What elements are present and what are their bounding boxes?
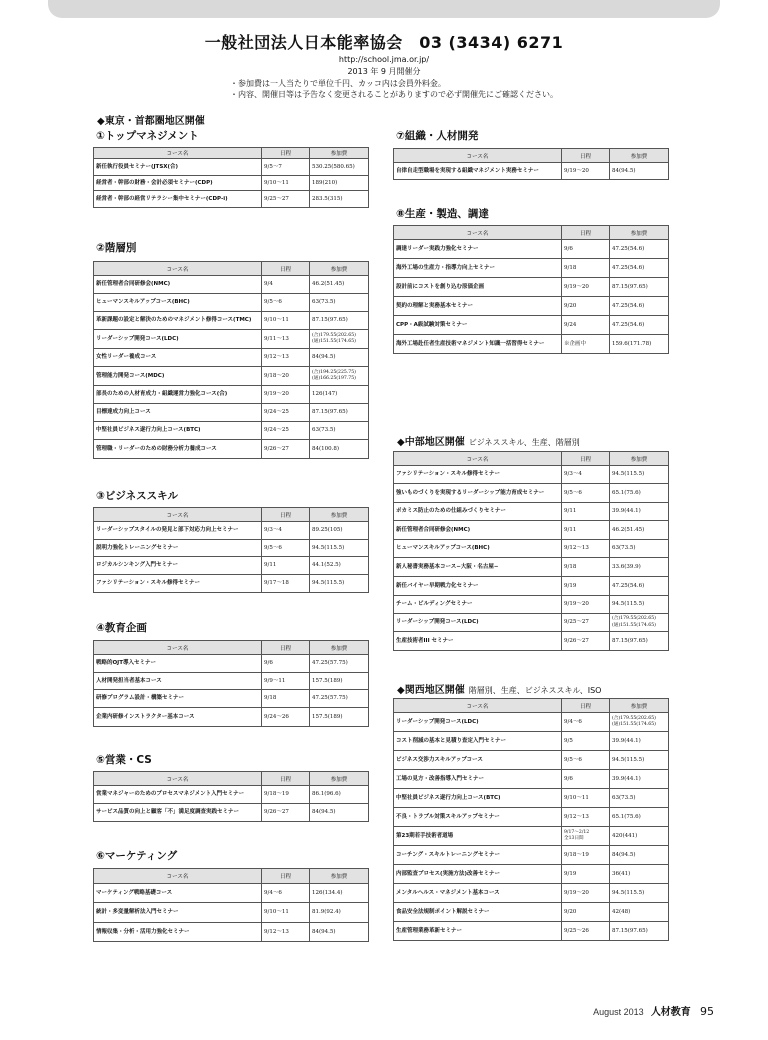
course-fee: 39.9(44.1) [610,770,669,789]
table-header-row [94,262,369,276]
region-subtitle: ビジネススキル、生産、階層別 [468,438,580,447]
course-date: 9/4 [262,276,310,294]
col-name-header: コース名 [394,226,562,240]
section-title-top: ①トップマネジメント [96,130,199,142]
col-date-header: 日程 [562,699,610,713]
table-row [394,922,669,941]
course-table-edu [93,640,369,727]
course-fee: 84(94.5) [310,923,369,942]
course-fee: 87.15(97.65) [310,312,369,330]
course-name: 不良・トラブル対策スキルアップセミナー [394,808,562,827]
course-fee: 126(134.4) [310,884,369,903]
course-date: 9/11 [562,521,610,540]
course-date: 9/12〜13 [562,540,610,558]
table-row [394,521,669,540]
course-name: 企業内研修インストラクター基本コース [94,708,262,727]
col-date-header: 日程 [562,452,610,466]
table-row [94,349,369,367]
course-name: 戦略的OJT導入セミナー [94,655,262,673]
course-fee: 63(73.5) [310,294,369,312]
table-header-row [94,869,369,884]
course-name: 強いものづくりを実現するリーダーシップ能力育成セミナー [394,484,562,503]
course-date: 9/18〜19 [262,786,310,804]
table-header-row [394,699,669,713]
col-fee-header: 参加費 [310,262,369,276]
course-date: 9/10〜11 [262,903,310,923]
course-date: 9/25〜26 [562,922,610,941]
course-name: リーダーシップスタイルの発見と部下対応力向上セミナー [94,522,262,540]
course-table-chubu [393,451,669,651]
course-date: 9/17〜2/12 全13日間 [562,827,610,846]
table-row [394,335,669,354]
course-name: CPP・A級試験対策セミナー [394,316,562,335]
col-fee-header: 参加費 [310,772,369,786]
course-date: 9/24 [562,316,610,335]
course-name: 自律自走型職場を実現する組織マネジメント実務セミナー [394,163,562,180]
col-name-header: コース名 [94,262,262,276]
course-date: 9/12〜13 [562,808,610,827]
course-date: 9/10〜11 [562,789,610,808]
course-name: 調達リーダー実践力強化セミナー [394,240,562,259]
course-name: 生産技術者III セミナー [394,632,562,651]
table-row [394,865,669,884]
col-date-header: 日程 [262,262,310,276]
course-name: 契約の理解と実務基本セミナー [394,297,562,316]
table-header-row [394,226,669,240]
course-date: 9/6 [562,770,610,789]
table-row [394,614,669,632]
col-date-header: 日程 [262,148,310,159]
course-date: 9/10〜11 [262,176,310,191]
table-row [94,404,369,422]
course-fee: 46.2(51.45) [310,276,369,294]
table-row [94,884,369,903]
course-fee: 94.5(115.5) [310,575,369,593]
course-fee: 87.15(97.65) [310,404,369,422]
course-date: 9/26〜27 [262,440,310,459]
course-fee: 94.5(115.5) [610,466,669,484]
course-fee: 81.9(92.4) [310,903,369,923]
course-name: マーケティング戦略基礎コース [94,884,262,903]
course-fee: 84(94.5) [310,349,369,367]
org-url[interactable]: http://school.jma.or.jp/ [338,55,430,64]
table-header-row [94,772,369,786]
course-name: 新任バイヤー早期戦力化セミナー [394,577,562,596]
course-name: メンタルヘルス・マネジメント基本コース [394,884,562,903]
course-name: ビジネス交渉力スキルアップコース [394,751,562,770]
course-date: 9/6 [262,655,310,673]
col-name-header: コース名 [394,149,562,163]
course-name: 研修プログラム設計・構築セミナー [94,690,262,708]
table-row [94,330,369,349]
course-date: 9/24〜26 [262,708,310,727]
course-name: 新人秘書実務基本コース−大阪・名古屋− [394,558,562,577]
course-fee: 84(100.8) [310,440,369,459]
table-row [394,713,669,732]
table-row [94,655,369,673]
course-fee: 65.1(75.6) [610,484,669,503]
col-fee-header: 参加費 [310,869,369,884]
table-row [394,540,669,558]
course-fee: (合)179.55(202.65) (通)151.55(174.65) [610,713,669,732]
course-fee: 94.5(115.5) [610,884,669,903]
course-fee: 157.5(189) [310,673,369,690]
course-date: 9/5〜6 [262,294,310,312]
region-tokyo [97,112,205,127]
course-date: 9/11 [562,503,610,521]
table-row [94,690,369,708]
col-fee-header: 参加費 [310,641,369,655]
table-row [94,557,369,575]
course-name: 目標達成力向上コース [94,404,262,422]
table-row [94,804,369,822]
table-row [394,577,669,596]
course-name: 経営者・幹部の財務・会計必須セミナー(CDP) [94,176,262,191]
table-header-row [94,641,369,655]
course-date: 9/26〜27 [562,632,610,651]
course-table-kansai [393,698,669,941]
course-fee: 189(210) [310,176,369,191]
table-header-row [94,508,369,522]
course-fee: 157.5(189) [310,708,369,727]
course-date: 9/18 [562,558,610,577]
course-fee: 530.25(580.65) [310,159,369,176]
course-name: 中堅社員ビジネス遂行力向上コース(BTC) [94,422,262,440]
course-fee: 63(73.5) [610,789,669,808]
course-fee: 89.25(105) [310,522,369,540]
col-date-header: 日程 [562,149,610,163]
course-fee: 94.5(115.5) [610,596,669,614]
table-row [394,808,669,827]
footer-month: August 2013 [593,1007,644,1017]
table-row [394,240,669,259]
table-row [394,259,669,278]
table-row [394,770,669,789]
course-fee: 47.25(54.6) [610,316,669,335]
col-name-header: コース名 [94,508,262,522]
course-date: 9/12〜13 [262,349,310,367]
section-title-org: ⑦組織・人材開発 [396,130,479,142]
course-fee: 47.25(57.75) [310,655,369,673]
course-date: 9/5〜7 [262,159,310,176]
page-footer [593,1003,714,1018]
period: 2013 年 9 月開催分 [347,67,421,76]
org-name: 一般社団法人日本能率協会 03 (3434) 6271 [204,33,564,52]
table-row [94,575,369,593]
section-title-kaiso: ②階層別 [96,242,137,254]
page-number: 95 [700,1005,714,1018]
table-row [394,732,669,751]
course-name: 中堅社員ビジネス遂行力向上コース(BTC) [394,789,562,808]
note-change: ・内容、開催日等は予告なく変更されることがありますので必ず開催先にご確認ください。 [230,90,558,99]
course-fee: 94.5(115.5) [310,540,369,557]
table-row [94,176,369,191]
table-row [94,367,369,386]
course-fee: 84(94.5) [610,163,669,180]
table-row [394,884,669,903]
course-date: 9/5 [562,732,610,751]
course-date: 9/19〜20 [562,278,610,297]
course-fee: 94.5(115.5) [610,751,669,770]
region-title: ◆中部地区開催 [397,437,465,448]
course-date: 9/12〜13 [262,923,310,942]
section-title-sales: ⑤営業・CS [96,754,152,766]
col-date-header: 日程 [262,508,310,522]
course-fee: 47.25(54.6) [610,240,669,259]
course-name: 新任執行役員セミナー(JTSX(合) [94,159,262,176]
course-fee: 86.1(96.6) [310,786,369,804]
table-row [394,278,669,297]
course-name: 女性リーダー養成コース [94,349,262,367]
course-date: 9/11 [262,557,310,575]
course-date: 9/18 [562,259,610,278]
course-name: ヒューマンスキルアップコース(BHC) [394,540,562,558]
course-name: 統計・多変量解析法入門セミナー [94,903,262,923]
course-name: 新任管理者合同研修会(NMC) [394,521,562,540]
course-fee: 84(94.5) [610,846,669,865]
course-fee: 46.2(51.45) [610,521,669,540]
course-name: ヒューマンスキルアップコース(BHC) [94,294,262,312]
course-fee: 47.25(54.6) [610,297,669,316]
course-name: 管理職・リーダーのための財務分析力養成コース [94,440,262,459]
table-row [94,294,369,312]
course-name: ファシリテーション・スキル修得セミナー [94,575,262,593]
table-row [94,708,369,727]
course-name: 内部監査プロセス(実施方法)改善セミナー [394,865,562,884]
col-fee-header: 参加費 [610,226,669,240]
course-name: リーダーシップ開発コース(LDC) [394,713,562,732]
course-date: 9/4〜6 [262,884,310,903]
region-kansai [397,681,601,696]
table-row [394,632,669,651]
course-name: 説明力強化トレーニングセミナー [94,540,262,557]
table-row [394,789,669,808]
section-title-prod: ⑧生産・製造、調達 [396,208,489,220]
col-name-header: コース名 [394,452,562,466]
region-chubu [397,433,580,448]
table-header-row [94,148,369,159]
course-fee: 126(147) [310,386,369,404]
course-date: 9/20 [562,297,610,316]
table-row [394,316,669,335]
course-fee: (合)179.55(202.65) (通)151.55(174.65) [610,614,669,632]
course-fee: 42(48) [610,903,669,922]
course-name: 海外工場赴任者生産技術マネジメント知識一括習得セミナー [394,335,562,354]
course-name: ファシリテーション・スキル修得セミナー [394,466,562,484]
course-fee: 283.5(315) [310,191,369,208]
table-row [394,846,669,865]
col-name-header: コース名 [94,869,262,884]
col-date-header: 日程 [562,226,610,240]
course-fee: 84(94.5) [310,804,369,822]
course-fee: 87.15(97.65) [610,632,669,651]
course-date: 9/5〜6 [562,484,610,503]
course-table-kaiso [93,261,369,459]
course-name: コーチング・スキルトレーニングセミナー [394,846,562,865]
course-fee: 36(41) [610,865,669,884]
course-date: ※企画中 [562,335,610,354]
table-row [94,159,369,176]
table-row [94,673,369,690]
course-name: サービス品質の向上と顧客「不」満足度調査実践セミナー [94,804,262,822]
notes [230,78,690,100]
table-row [394,596,669,614]
course-date: 9/24〜25 [262,422,310,440]
course-name: 情報収集・分析・活用力強化セミナー [94,923,262,942]
course-table-org [393,148,669,180]
course-date: 9/20 [562,903,610,922]
course-date: 9/18〜19 [562,846,610,865]
course-fee: 47.25(54.6) [610,577,669,596]
course-table-mkt [93,868,369,942]
col-date-header: 日程 [262,641,310,655]
course-name: 海外工場の生産力・指導力向上セミナー [394,259,562,278]
table-row [94,440,369,459]
course-name: 食品安全法規制ポイント解説セミナー [394,903,562,922]
table-row [94,923,369,942]
table-row [394,297,669,316]
course-fee: (合)194.25(225.75) (通)166.25(197.75) [310,367,369,386]
course-fee: 47.25(57.75) [310,690,369,708]
col-date-header: 日程 [262,869,310,884]
region-subtitle: 階層別、生産、ビジネススキル、ISO [468,686,602,695]
table-header-row [394,149,669,163]
course-date: 9/19〜20 [262,386,310,404]
col-date-header: 日程 [262,772,310,786]
course-date: 9/5〜6 [562,751,610,770]
course-date: 9/11〜13 [262,330,310,349]
course-date: 9/6 [562,240,610,259]
table-row [94,903,369,923]
course-fee: 87.15(97.65) [610,922,669,941]
table-row [394,751,669,770]
course-date: 9/9〜11 [262,673,310,690]
course-name: ポカミス防止のための仕組みづくりセミナー [394,503,562,521]
course-name: 生産管理業務革新セミナー [394,922,562,941]
course-name: 人材開発担当者基本コース [94,673,262,690]
table-row [394,558,669,577]
course-fee: 87.15(97.65) [610,278,669,297]
table-row [94,786,369,804]
table-row [94,191,369,208]
col-fee-header: 参加費 [610,699,669,713]
course-fee: 63(73.5) [610,540,669,558]
course-fee: 44.1(52.5) [310,557,369,575]
table-row [94,276,369,294]
course-date: 9/10〜11 [262,312,310,330]
course-table-sales [93,771,369,822]
table-row [394,484,669,503]
col-fee-header: 参加費 [310,508,369,522]
course-table-biz [93,507,369,593]
course-name: 革新課題の設定と解決のためのマネジメント修得コース(TMC) [94,312,262,330]
course-fee: 65.1(75.6) [610,808,669,827]
course-name: リーダーシップ開発コース(LDC) [394,614,562,632]
course-name: 新任管理者合同研修会(NMC) [94,276,262,294]
table-row [394,903,669,922]
section-title-mkt: ⑥マーケティング [96,850,178,862]
table-header-row [394,452,669,466]
col-name-header: コース名 [94,641,262,655]
course-date: 9/18 [262,690,310,708]
top-bar [48,0,720,18]
course-name: 設計前にコストを創り込む原価企画 [394,278,562,297]
course-fee: 159.6(171.78) [610,335,669,354]
course-name: 部長のための人材育成力・組織運営力強化コース(合) [94,386,262,404]
course-table-top [93,147,369,208]
course-name: リーダーシップ開発コース(LDC) [94,330,262,349]
course-fee: 33.6(39.9) [610,558,669,577]
course-date: 9/3〜4 [562,466,610,484]
course-fee: 39.9(44.1) [610,503,669,521]
table-row [394,163,669,180]
course-name: 営業マネジャーのためのプロセスマネジメント入門セミナー [94,786,262,804]
col-name-header: コース名 [94,148,262,159]
course-fee: 63(73.5) [310,422,369,440]
course-name: 管理能力開発コース(MDC) [94,367,262,386]
section-title-biz: ③ビジネススキル [96,490,178,502]
course-date: 9/24〜25 [262,404,310,422]
course-date: 9/25〜27 [562,614,610,632]
course-date: 9/26〜27 [262,804,310,822]
table-row [394,503,669,521]
region-title: ◆東京・首都圏地区開催 [97,116,205,127]
course-date: 9/17〜18 [262,575,310,593]
table-row [394,466,669,484]
course-name: チーム・ビルディングセミナー [394,596,562,614]
section-title-edu: ④教育企画 [96,622,147,634]
table-row [94,312,369,330]
course-date: 9/19 [562,865,610,884]
table-row [94,540,369,557]
course-date: 9/19〜20 [562,596,610,614]
region-title: ◆関西地区開催 [397,685,465,696]
course-fee: 47.25(54.6) [610,259,669,278]
table-row [394,827,669,846]
course-date: 9/3〜4 [262,522,310,540]
course-name: コスト削減の基本と見積り査定入門セミナー [394,732,562,751]
course-date: 9/19 [562,577,610,596]
course-name: ロジカルシンキング入門セミナー [94,557,262,575]
course-name: 第23期若手技術者道場 [394,827,562,846]
course-fee: 39.9(44.1) [610,732,669,751]
table-row [94,522,369,540]
course-date: 9/19〜20 [562,163,610,180]
course-date: 9/4〜6 [562,713,610,732]
col-fee-header: 参加費 [610,452,669,466]
course-fee: 420(441) [610,827,669,846]
col-fee-header: 参加費 [310,148,369,159]
table-row [94,386,369,404]
note-fee: ・参加費は一人当たりで単位千円、カッコ内は会員外料金。 [230,79,446,88]
course-date: 9/25〜27 [262,191,310,208]
table-row [94,422,369,440]
course-name: 経営者・幹部の経営リテラシー集中セミナー(CDP-i) [94,191,262,208]
course-name: 工場の見方・改善指導入門セミナー [394,770,562,789]
course-date: 9/5〜6 [262,540,310,557]
course-date: 9/18〜20 [262,367,310,386]
col-fee-header: 参加費 [610,149,669,163]
course-table-prod [393,225,669,354]
col-name-header: コース名 [394,699,562,713]
course-date: 9/19〜20 [562,884,610,903]
course-fee: (合)179.55(202.65) (通)151.55(174.65) [310,330,369,349]
col-name-header: コース名 [94,772,262,786]
footer-magazine: 人材教育 [650,1007,691,1018]
